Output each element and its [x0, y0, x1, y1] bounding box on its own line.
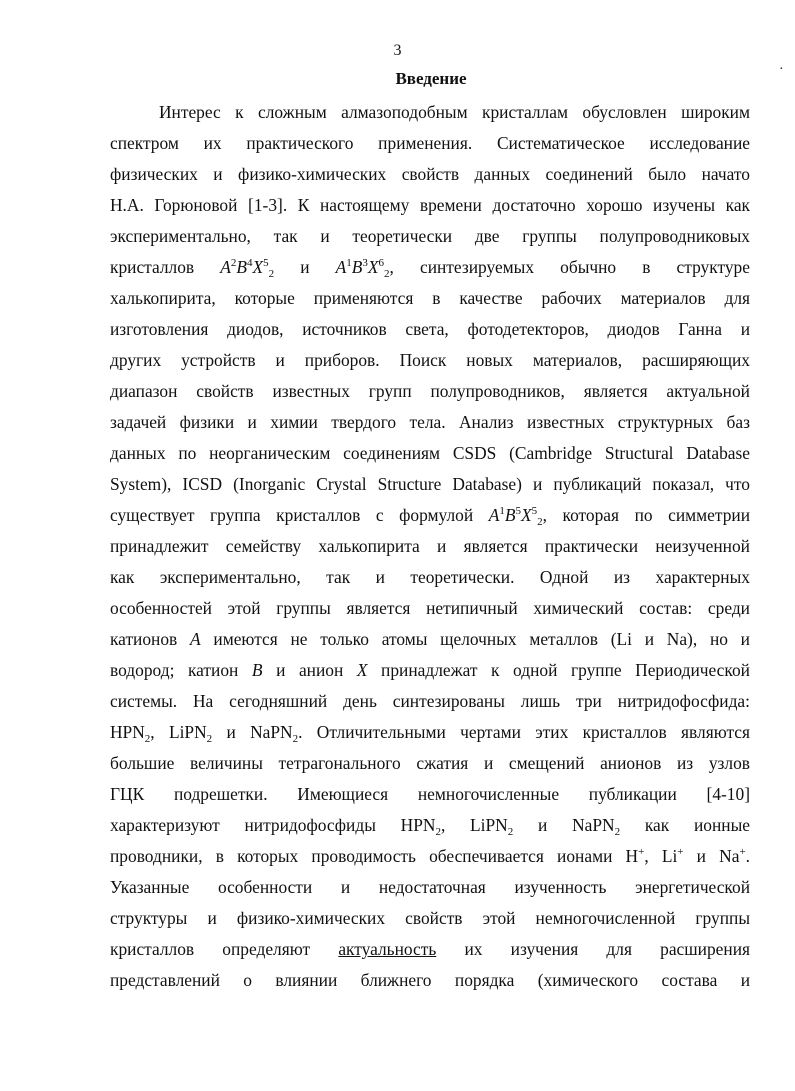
text-fragment: имеются не только атомы щелочных металлов (Li и Na), но и: [213, 629, 750, 649]
formula-sup: 4: [246, 257, 253, 269]
text-line: данных по неорганическим соединениям CSDS (Cambridge Structural Database: [110, 443, 750, 463]
text-line: спектром их практического применения. Систематическое исследование: [110, 133, 750, 153]
text-line: ГЦК подрешетки. Имеющиеся немногочисленные публикации [4-10]: [110, 784, 750, 804]
formula-sup: 3: [362, 257, 368, 269]
body-text: [110, 97, 750, 996]
text-line: Н.А. Горюновой [1-3]. К настоящему времени достаточно хорошо изучены как: [110, 195, 750, 215]
text-line: халькопирита, которые применяются в качестве рабочих материалов для: [110, 288, 750, 308]
subscript: 2: [206, 733, 213, 745]
text-line: других устройств и приборов. Поиск новых материалов, расширяющих: [110, 350, 750, 370]
subscript: 2: [507, 826, 514, 838]
text-fragment: и NaPN: [513, 815, 615, 835]
formula-symbol: B: [236, 257, 247, 277]
text-fragment: , которая по симметрии: [542, 505, 750, 525]
subscript: 2: [614, 826, 621, 838]
text-line: [110, 934, 750, 965]
formula-sup: 5: [531, 505, 538, 517]
text-line: большие величины тетрагонального сжатия и смещений анионов из узлов: [110, 753, 750, 773]
text-fragment: . Отличительными чертами этих кристаллов являются: [298, 722, 750, 742]
subscript: 2: [435, 826, 441, 838]
text-line: диапазон свойств известных групп полупроводников, является актуальной: [110, 381, 750, 401]
formula-symbol: A: [220, 257, 231, 277]
text-fragment: , синтезируемых обычно в структуре: [389, 257, 750, 277]
formula-symbol: A: [488, 505, 500, 525]
formula-sub: 2: [268, 268, 275, 280]
formula: [220, 257, 275, 280]
text-fragment: проводники, в которых проводимость обеспечивается ионами H: [110, 846, 639, 866]
text-line: принадлежит семейству халькопирита и является практически неизученной: [110, 536, 750, 556]
text-line: [110, 717, 750, 748]
formula-sup: 1: [346, 257, 352, 269]
text-line: [110, 252, 750, 283]
formula-symbol: X: [356, 660, 368, 680]
formula-sub: 2: [537, 516, 543, 528]
text-line: Интерес к сложным алмазоподобным кристаллам обусловлен широким: [159, 102, 750, 122]
text-fragment: и Na: [683, 846, 740, 866]
formula-symbol: X: [367, 257, 379, 277]
text-line: системы. На сегодняшний день синтезированы лишь три нитридофосфида:: [110, 691, 750, 711]
text-line: System), ICSD (Inorganic Crystal Structure Database) и публикаций показал, что: [110, 474, 750, 494]
formula-sup: 5: [263, 257, 269, 269]
text-line: задачей физики и химии твердого тела. Анализ известных структурных баз: [110, 412, 750, 432]
subscript: 2: [292, 733, 299, 745]
formula: [335, 257, 390, 280]
text-line: [110, 624, 750, 655]
text-fragment: и: [300, 257, 310, 277]
text-fragment: кристаллов: [110, 257, 195, 277]
text-fragment: и анион: [276, 660, 344, 680]
text-fragment: , LiPN: [440, 815, 508, 835]
formula-symbol: X: [252, 257, 264, 277]
text-fragment: катионов: [110, 629, 178, 649]
formula-symbol: X: [520, 505, 532, 525]
text-fragment: характеризуют нитридофосфиды HPN: [110, 815, 436, 835]
text-line: структуры и физико-химических свойств этой немногочисленной группы: [110, 908, 750, 928]
text-line: [110, 655, 750, 686]
text-fragment: .: [745, 846, 751, 866]
formula-symbol: B: [351, 257, 363, 277]
superscript: +: [739, 846, 746, 858]
section-heading: Введение: [395, 69, 467, 88]
underlined-term: актуальность: [338, 939, 437, 959]
text-line: изготовления диодов, источников света, фотодетекторов, диодов Ганна и: [110, 319, 750, 339]
text-line: как экспериментально, так и теоретически. Одной из характерных: [110, 567, 750, 587]
text-fragment: существует группа кристаллов с формулой: [110, 505, 474, 525]
formula-symbol: A: [335, 257, 347, 277]
formula: [488, 505, 543, 528]
formula-sup: 6: [378, 257, 385, 269]
superscript: +: [677, 846, 684, 858]
text-fragment: кристаллов определяют: [110, 939, 311, 959]
text-line: Указанные особенности и недостаточная изученность энергетической: [110, 877, 750, 897]
text-fragment: HPN: [110, 722, 145, 742]
text-fragment: принадлежат к одной группе Периодической: [381, 660, 750, 680]
formula-symbol: A: [190, 629, 201, 649]
page-number: 3: [393, 42, 402, 59]
text-line: особенностей этой группы является нетипичный химический состав: среди: [110, 598, 750, 618]
formula-sup: 1: [499, 505, 505, 517]
text-fragment: , LiPN: [150, 722, 207, 742]
superscript: +: [638, 846, 645, 858]
text-line: представлений о влиянии ближнего порядка (химического состава и: [110, 970, 750, 990]
text-fragment: их изучения для расширения: [464, 939, 751, 959]
formula-sub: 2: [384, 268, 390, 280]
stray-dot: ·: [779, 62, 784, 77]
text-fragment: , Li: [644, 846, 678, 866]
text-fragment: как ионные: [620, 815, 751, 835]
formula-symbol: B: [504, 505, 516, 525]
text-fragment: и NaPN: [212, 722, 293, 742]
formula-sup: 2: [230, 257, 237, 269]
text-line: [110, 810, 750, 841]
text-line: физических и физико-химических свойств данных соединений было начато: [110, 164, 750, 184]
formula-sup: 5: [515, 505, 521, 517]
text-line: [110, 841, 750, 872]
subscript: 2: [144, 733, 151, 745]
text-line: экспериментально, так и теоретически две группы полупроводниковых: [110, 226, 750, 246]
text-line: [110, 500, 750, 531]
formula-symbol: B: [251, 660, 263, 680]
text-fragment: водород; катион: [110, 660, 239, 680]
